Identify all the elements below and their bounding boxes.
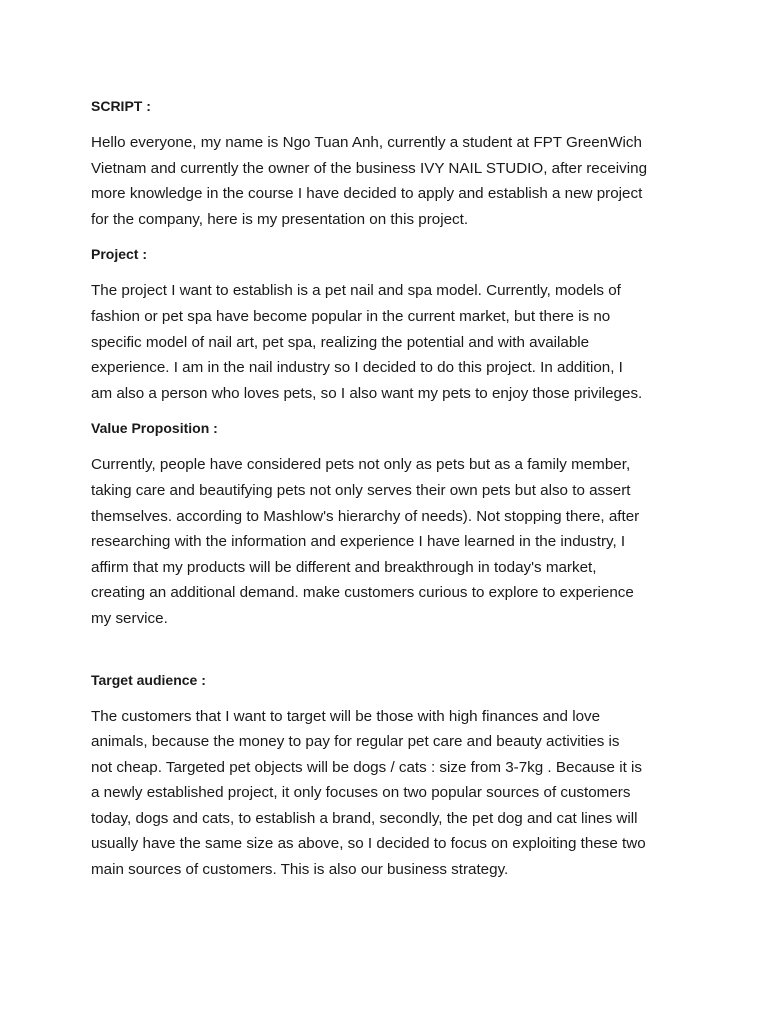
- value-proposition-heading: Value Proposition :: [91, 420, 218, 437]
- project-heading: Project :: [91, 246, 148, 263]
- target-audience-paragraph: The customers that I want to target will be those with high finances and love animals, because the money to pay for regular pet care and beauty activities is not cheap. Targeted pet objects will be dogs / cats : size from 3-7kg . Because it is a newly established project, it only focuses on two popular sources of customers today, dogs and cats, to establish a brand, secondly, the pet dog and cat lines will usually have the same size as above, so I decided to focus on exploiting these two main sources of customers. This is also our business strategy.: [91, 707, 646, 879]
- target-audience-heading: Target audience :: [91, 671, 206, 688]
- document-page: [91, 96, 691, 883]
- script-heading: SCRIPT :: [91, 98, 151, 114]
- value-proposition-paragraph: Currently, people have considered pets not only as pets but as a family member, taking care and beautifying pets not only serves their own pets but also to assert themselves. according to Mashlow's hierarchy of needs). Not stopping there, after researching with the information and experience I have learned in the industry, I affirm that my products will be different and breakthrough in today's market, creating an additional demand. make customers curious to explore to experience my service.: [91, 456, 640, 627]
- project-paragraph: The project I want to establish is a pet nail and spa model. Currently, models of fashion or pet spa have become popular in the current market, but there is no specific model of nail art, pet spa, realizing the potential and with available experience. I am in the nail industry so I decided to do this project. In addition, I am also a person who loves pets, so I also want my pets to enjoy those privileges.: [91, 282, 643, 402]
- script-paragraph: Hello everyone, my name is Ngo Tuan Anh, currently a student at FPT GreenWich Vietnam and currently the owner of the business IVY NAIL STUDIO, after receiving more knowledge in the course I have decided to apply and establish a new project for the company, here is my presentation on this project.: [91, 134, 648, 228]
